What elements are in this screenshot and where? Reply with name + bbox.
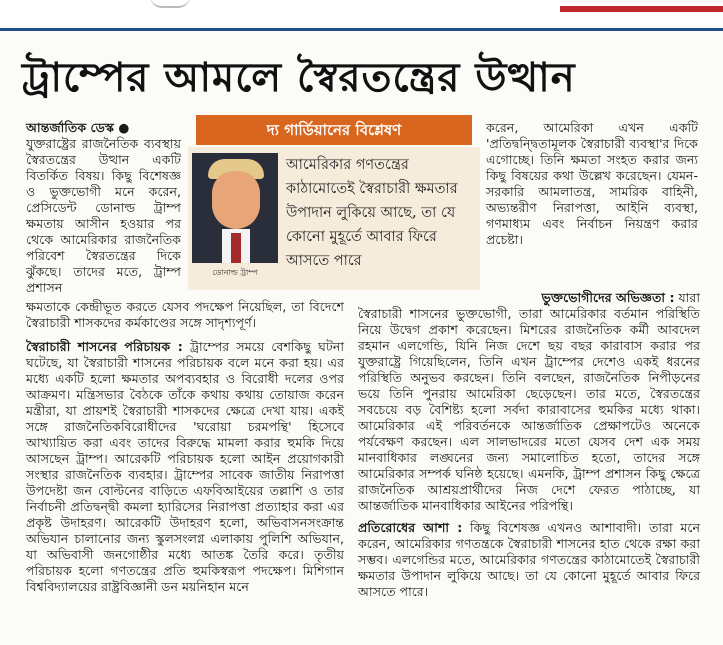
headline: ট্রাম্পের আমলে স্বৈরতন্ত্রের উত্থান	[22, 54, 576, 101]
dateline: আন্তর্জাতিক ডেস্ক ●	[26, 120, 130, 135]
analysis-box-body	[188, 147, 480, 290]
column-3-top	[486, 120, 698, 248]
analysis-box-title: দ্য গার্ডিয়ানের বিশ্লেষণ	[196, 115, 472, 145]
page-top-strip	[0, 0, 723, 30]
column-3-text: করেন, আমেরিকা এখন একটি 'প্রতিদ্বন্দ্বিতামূলক স্বৈরাচারী ব্যবস্থা'র দিকে এগোচ্ছে। তিনি ক্ষমতা সংহত করার জন্য কিছু বিষয়ের কথা উল্লেখ করেছেন। যেমন- সরকারি আমলাতন্ত্র, সামরিক বাহিনী, অভ্যন্তরীণ নিরাপত্তা, আইনি ব্যবস্থা, গণমাধ্যম এবং নির্বাচন নিয়ন্ত্রণ করার প্রচেষ্টা।	[486, 120, 698, 247]
section-2-intro: যারা	[674, 290, 700, 305]
section-2-text: স্বৈরাচারী শাসনের ভুক্তভোগী, তারা আমেরিকার বর্তমান পরিস্থিতি নিয়ে উদ্বেগ প্রকাশ করেছেন। মিশরের রাজনৈতিক কর্মী আবদেল রহমান এলগেন্ডি, যিনি নিজ দেশে ছয় বছর কারাবাস করার পর যুক্তরাষ্ট্রে গিয়েছিলেন, তিনি এখন ট্রাম্পের দেশেও একই ধরনের পরিস্থিতি অনুভব করছেন। তিনি বলছেন, রাজনৈতিক নিপীড়নের ভয়ে তিনি পুনরায় আমেরিকা ছেড়েছেন। তার মতে, স্বৈরতন্ত্রের সবচেয়ে বড় বৈশিষ্ট্য হলো সর্বদা কারাবাসের হুমকির মধ্যে থাকা। আমেরিকার এই পরিবর্তনকে আন্তর্জাতিক প্রেক্ষাপটেও অনেকে পর্যবেক্ষণ করছেন। এল সালভাদরের মতো যেসব দেশ এক সময় মানবাধিকার লঙ্ঘনের জন্য সমালোচিত হতো, তাদের সঙ্গে আমেরিকার সম্পর্ক ঘনিষ্ঠ হয়েছে। এমনকি, ট্রাম্প প্রশাসন কিছু ক্ষেত্রে রাজনৈতিক আশ্রয়প্রার্থীদের নিজ দেশে ফেরত পাঠাচ্ছে, যা আন্তর্জাতিক মানবাধিকার আইনের পরিপন্থি।	[358, 306, 700, 513]
section-3-text: কিছু বিশেষজ্ঞ এখনও আশাবাদী। তারা মনে করেন, আমেরিকার গণতন্ত্রকে স্বৈরাচারী শাসনের হাত থেকে রক্ষা করা সম্ভব। এলগেন্ডির মতে, আমেরিকার গণতন্ত্রের কাঠামোতেই স্বৈরাচারী ক্ষমতার উপাদান লুকিয়ে আছে। তা যে কোনো মুহূর্তে আবার ফিরে আসতে পারে।	[358, 520, 700, 599]
pull-quote: আমেরিকার গণতন্ত্রের কাঠামোতেই স্বৈরাচারী ক্ষমতার উপাদান লুকিয়ে আছে, তা যে কোনো মুহূর্তে আবার ফিরে আসতে পারে	[286, 157, 458, 269]
column-2-wide	[358, 290, 700, 600]
section-1-subhead: স্বৈরাচারী শাসনের পরিচায়ক :	[26, 339, 183, 354]
section-2-subhead: ভুক্তভোগীদের অভিজ্ঞতা :	[541, 290, 675, 305]
masthead-fragment	[150, 0, 190, 8]
intro-continuation: ক্ষমতাকে কেন্দ্রীভূত করতে যেসব পদক্ষেপ নিয়েছিল, তা বিদেশে স্বৈরাচারী শাসকদের কর্মকাণ্ডের সঙ্গে সাদৃশ্যপূর্ণ।	[26, 299, 344, 330]
column-1-wide	[26, 299, 344, 595]
column-1-narrow	[26, 120, 181, 296]
photo-caption: ডোনাল্ড ট্রাম্প	[212, 268, 258, 277]
analysis-box	[188, 115, 480, 290]
red-rule	[560, 6, 723, 12]
intro-text: যুক্তরাষ্ট্রের রাজনৈতিক ব্যবস্থায় স্বৈরতন্ত্রের উত্থান একটি বিতর্কিত বিষয়। কিছু বিশেষজ্ঞ ও ভুক্তভোগী মনে করেন, প্রেসিডেন্ট ডোনাল্ড ট্রাম্প ক্ষমতায় আসীন হওয়ার পর থেকে আমেরিকার রাজনৈতিক পরিবেশ স্বৈরতন্ত্রের দিকে ঝুঁকছে। তাদের মতে, ট্রাম্প প্রশাসন	[26, 136, 181, 295]
blue-rule	[0, 28, 723, 31]
section-1-text: ট্রাম্পের সময়ে বেশকিছু ঘটনা ঘটেছে, যা স্বৈরাচারী শাসনের পরিচায়ক বলে মনে করা হয়। এর মধ্যে একটি হলো ক্ষমতার অপব্যবহার ও বিরোধী দলের ওপর আক্রমণ। মন্ত্রিসভার বৈঠকে তাঁকে কথায় কথায় তোয়াজ করেন মন্ত্রীরা, যা প্রায়শই স্বৈরাচারী শাসকদের ক্ষেত্রে দেখা যায়। একই সঙ্গে রাজনৈতিকবিরোধীদের 'ঘরোয়া চরমপন্থি' হিসেবে আখ্যায়িত করা এবং তাদের বিরুদ্ধে মামলা করার হুমকি দিয়ে আসছেন ট্রাম্প। আরেকটি পরিচায়ক হলো আইন প্রয়োগকারী সংস্থার রাজনৈতিক ব্যবহার। ট্রাম্পের সাবেক জাতীয় নিরাপত্তা উপদেষ্টা জন বোল্টনের বাড়িতে এফবিআইয়ের তল্লাশি ও তার নির্বাচনী প্রতিদ্বন্দ্বী কমলা হ্যারিসের নিরাপত্তা প্রত্যাহার করা এর প্রকৃষ্ট উদাহরণ। আরেকটি উদাহরণ হলো, অভিবাসনসংক্রান্ত অভিযান চালানোর জন্য স্কুলসংলগ্ন এলাকায় পুলিশি অভিযান, যা অভিবাসী জনগোষ্ঠীর মধ্যে আতঙ্ক তৈরি করে। তৃতীয় পরিচায়ক হলো গণতন্ত্রের প্রতি হুমকিস্বরূপ পদক্ষেপ। মিশিগান বিশ্ববিদ্যালয়ের রাষ্ট্রবিজ্ঞানী ডন ময়নিহান মনে	[26, 339, 344, 594]
section-3-subhead: প্রতিরোধের আশা :	[358, 520, 463, 535]
trump-photo	[192, 153, 278, 263]
